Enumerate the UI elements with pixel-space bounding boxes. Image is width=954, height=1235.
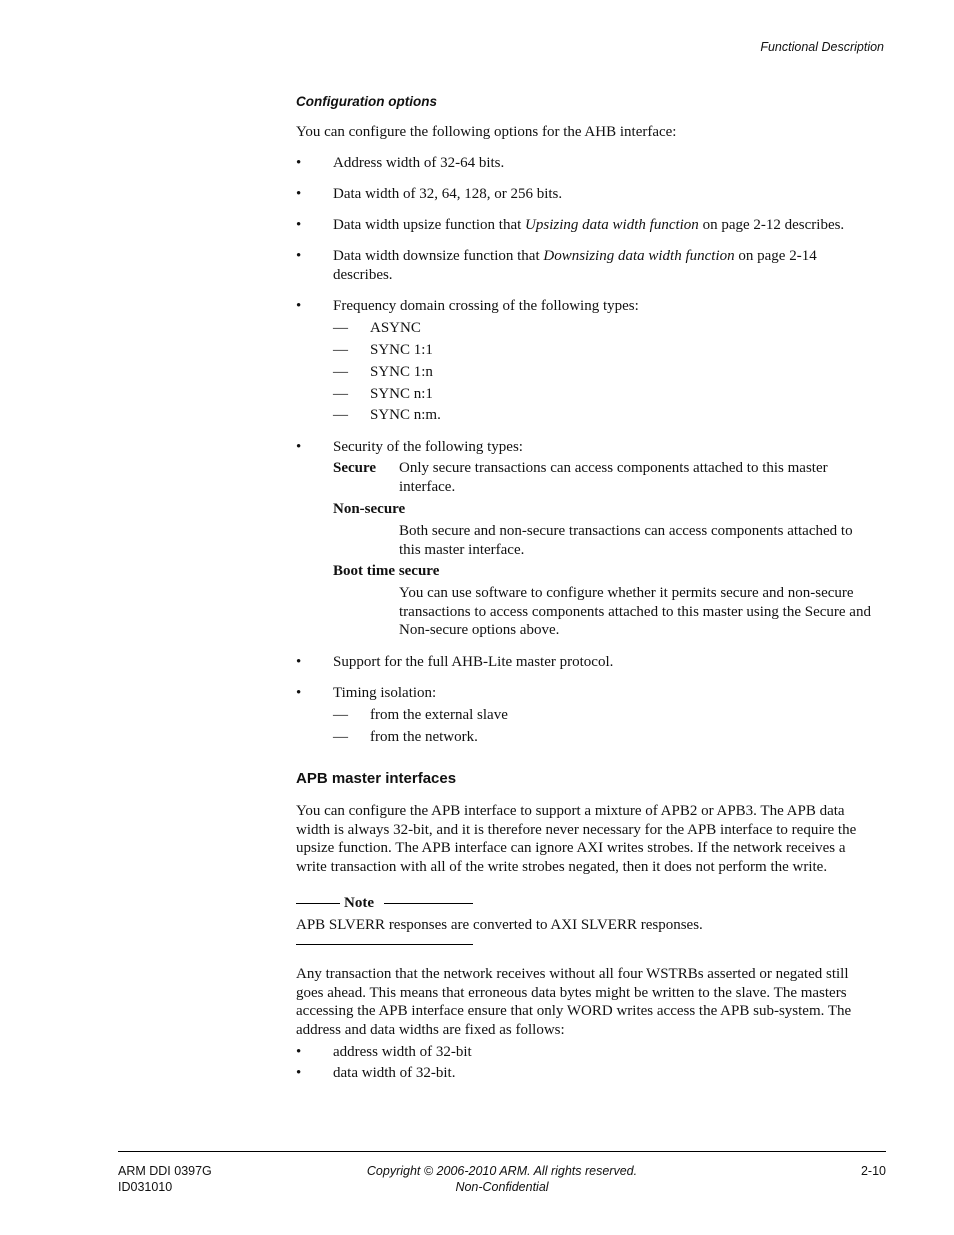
term-name: Secure	[333, 460, 377, 476]
bullet-icon: •	[296, 298, 302, 314]
bullet-text: on page 2-12 describes.	[698, 217, 845, 233]
bullet-icon: •	[296, 439, 302, 455]
bullet-icon: •	[296, 1044, 302, 1060]
note-rule	[296, 944, 473, 945]
bullet-text: Frequency domain crossing of the following types:	[333, 298, 639, 314]
apb-paragraph: You can configure the APB interface to support a mixture of APB2 or APB3. The APB data width is always 32-bit, and it is therefore never necessary for the APB interface to require the upsize function. The APB interface can ignore AXI writes strobes. If the network receives a write transaction with all of the write strobes negated, then it does not perform the write.	[296, 803, 857, 875]
note-rule	[384, 903, 473, 904]
note-label: Note	[344, 895, 374, 911]
bullet-text: on page 2-14	[734, 248, 817, 264]
bullet-text: Security of the following types:	[333, 439, 523, 455]
cross-reference-link[interactable]: Upsizing data width function	[525, 217, 699, 233]
term-description: this master interface.	[399, 541, 525, 558]
bullet-icon: •	[296, 248, 302, 264]
term-name: Non-secure	[333, 501, 406, 517]
note-rule	[296, 903, 340, 904]
note-text: APB SLVERR responses are converted to AXI SLVERR responses.	[296, 917, 703, 933]
bullet-icon: •	[296, 217, 302, 233]
issue-id: ID031010	[118, 1180, 173, 1194]
bullet-text: Timing isolation:	[333, 685, 437, 701]
bullet-text: Data width upsize function that	[333, 217, 526, 233]
term-description: Non-secure options above.	[399, 622, 560, 638]
doc-id: ARM DDI 0397G	[118, 1164, 212, 1178]
bullet-text: data width of 32-bit.	[333, 1065, 456, 1081]
term-name: Boot time secure	[333, 563, 440, 579]
term-description: Only secure transactions can access components attached to this master	[399, 460, 828, 476]
page-number: 2-10	[860, 1164, 886, 1178]
term-description: transactions to access components attached to this master using the Secure and	[399, 603, 871, 620]
bullet-icon: •	[296, 186, 302, 202]
term-description: interface.	[399, 478, 456, 495]
bullet-text: Data width of 32, 64, 128, or 256 bits.	[333, 186, 563, 202]
dash-icon: —	[333, 729, 348, 745]
dash-icon: —	[333, 364, 348, 380]
dash-icon: —	[333, 386, 348, 402]
bullet-text: describes.	[333, 266, 393, 283]
bullet-text: Support for the full AHB-Lite master protocol.	[333, 654, 614, 670]
dash-icon: —	[333, 407, 348, 423]
apb-heading: APB master interfaces	[296, 770, 457, 787]
term-description: You can use software to configure whether it permits secure and non-secure	[399, 585, 854, 601]
running-header: Functional Description	[760, 40, 884, 54]
term-description: Both secure and non-secure transactions can access components attached to	[399, 523, 853, 539]
bullet-icon: •	[296, 685, 302, 701]
config-heading: Configuration options	[296, 94, 437, 109]
footer-left	[118, 1163, 212, 1195]
cross-reference-link[interactable]: Downsizing data width function	[543, 248, 735, 264]
bullet-icon: •	[296, 654, 302, 670]
bullet-icon: •	[296, 1065, 302, 1081]
dash-icon: —	[333, 707, 348, 723]
dash-icon: —	[333, 342, 348, 358]
config-intro: You can configure the following options for the AHB interface:	[296, 124, 677, 140]
bullet-text: Address width of 32-64 bits.	[333, 155, 505, 171]
confidentiality: Non-Confidential	[455, 1180, 549, 1194]
bullet-text: Data width downsize function that	[333, 248, 544, 264]
bullet-icon: •	[296, 155, 302, 171]
bullet-text: address width of 32-bit	[333, 1044, 472, 1060]
footer-center	[340, 1163, 664, 1195]
copyright: Copyright © 2006-2010 ARM. All rights reserved.	[366, 1164, 638, 1178]
dash-icon: —	[333, 320, 348, 336]
footer-rule	[118, 1151, 886, 1152]
apb-paragraph: Any transaction that the network receives without all four WSTRBs asserted or negated still goes ahead. This means that erroneous data bytes might be written to the slave. The masters accessing the APB interface ensure that only WORD writes access the APB sub-system. The address and data widths are fixed as follows:	[296, 966, 852, 1038]
